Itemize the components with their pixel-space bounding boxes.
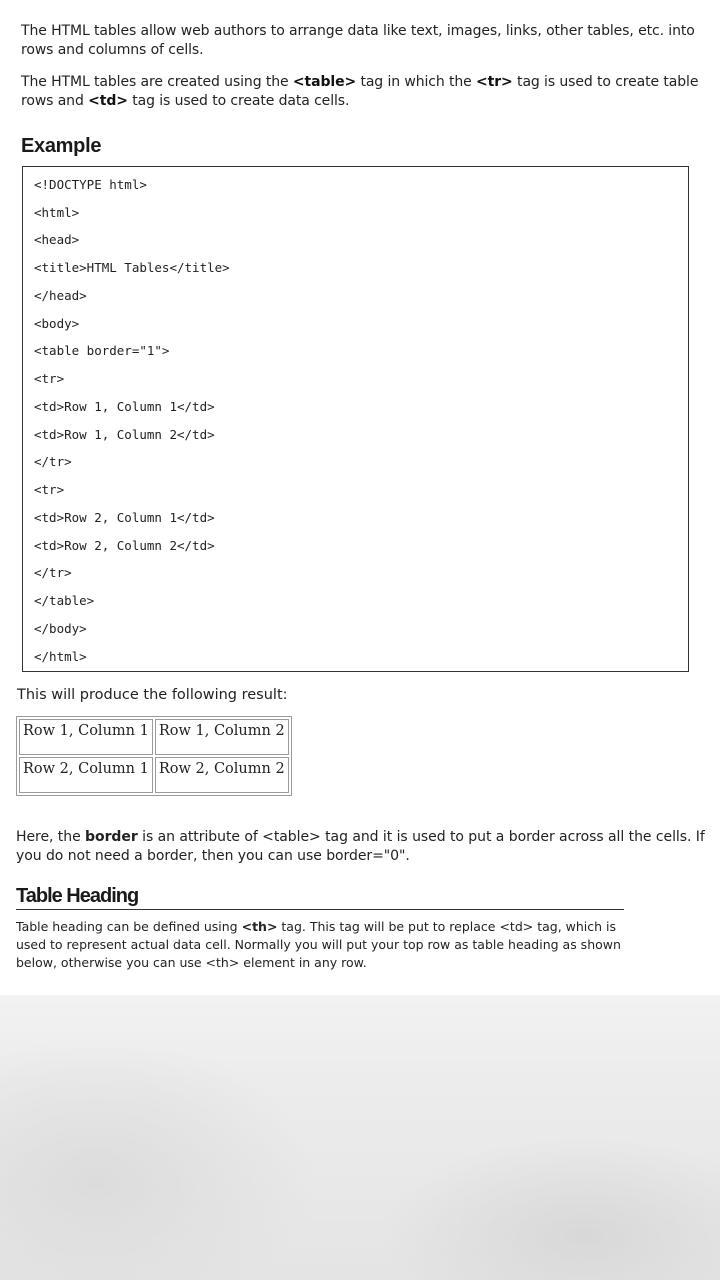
code-line: <head> [34,232,80,247]
paragraph-text: Here, the [16,829,86,845]
table-row [19,719,289,755]
blur-shape [380,1135,720,1280]
code-line: <table border="1"> [34,343,170,358]
table-cell: Row 2, Column 2 [155,757,289,793]
td-tag-keyword: <td> [88,93,128,109]
paragraph-text: The HTML tables are created using the [21,74,293,90]
code-line: </body> [34,621,87,636]
paragraph-text: tag is used to create table rows and [21,74,699,109]
code-line: <title>HTML Tables</title> [34,260,230,275]
table-row [19,757,289,793]
blur-shape [0,1035,320,1280]
code-line: </html> [34,649,87,664]
paragraph-text: is an attribute of <table> tag and it is used to put a border across all the cells. If you do not need a border, then you can use border="0". [16,829,705,864]
paragraph-text: tag. This tag will be put to replace <td> tag, which is used to represent actual data cell. Normally you will put your top row as table heading as shown below, otherwise you can use <th> element in any row. [16,919,621,970]
code-line: <td>Row 1, Column 2</td> [34,427,215,442]
table-cell: Row 1, Column 1 [19,719,153,755]
tr-tag-keyword: <tr> [476,74,513,90]
code-line: <tr> [34,371,65,386]
intro-paragraph: The HTML tables allow web authors to arrange data like text, images, links, other tables, etc. into rows and columns of cells. [21,23,695,58]
result-caption: This will produce the following result: [17,687,288,703]
paragraph-text: tag is used to create data cells. [127,93,350,109]
table-heading-paragraph [16,918,626,972]
table-tag-keyword: <table> [292,74,357,90]
code-line: <html> [34,205,80,220]
paragraph-text: Table heading can be defined using [16,919,242,934]
blurred-background-area [0,995,720,1280]
code-line: <td>Row 2, Column 2</td> [34,538,215,553]
code-line: <td>Row 2, Column 1</td> [34,510,215,525]
code-line: </head> [34,288,87,303]
code-line: <body> [34,316,80,331]
table-cell: Row 2, Column 1 [19,757,153,793]
table-heading-title: Table Heading [16,884,624,910]
paragraph-text: tag in which the [356,74,477,90]
example-heading: Example [21,135,102,157]
code-line: <td>Row 1, Column 1</td> [34,399,215,414]
code-line: <tr> [34,482,65,497]
code-line: </table> [34,593,95,608]
code-line: </tr> [34,565,72,580]
result-table [16,716,292,796]
code-line: </tr> [34,454,72,469]
code-line: <!DOCTYPE html> [34,177,147,192]
th-tag-keyword: <th> [241,919,278,934]
code-example-box [22,166,689,672]
tables-tags-paragraph [21,73,711,111]
table-cell: Row 1, Column 2 [155,719,289,755]
border-keyword: border [85,829,138,845]
border-note-paragraph [16,828,706,866]
